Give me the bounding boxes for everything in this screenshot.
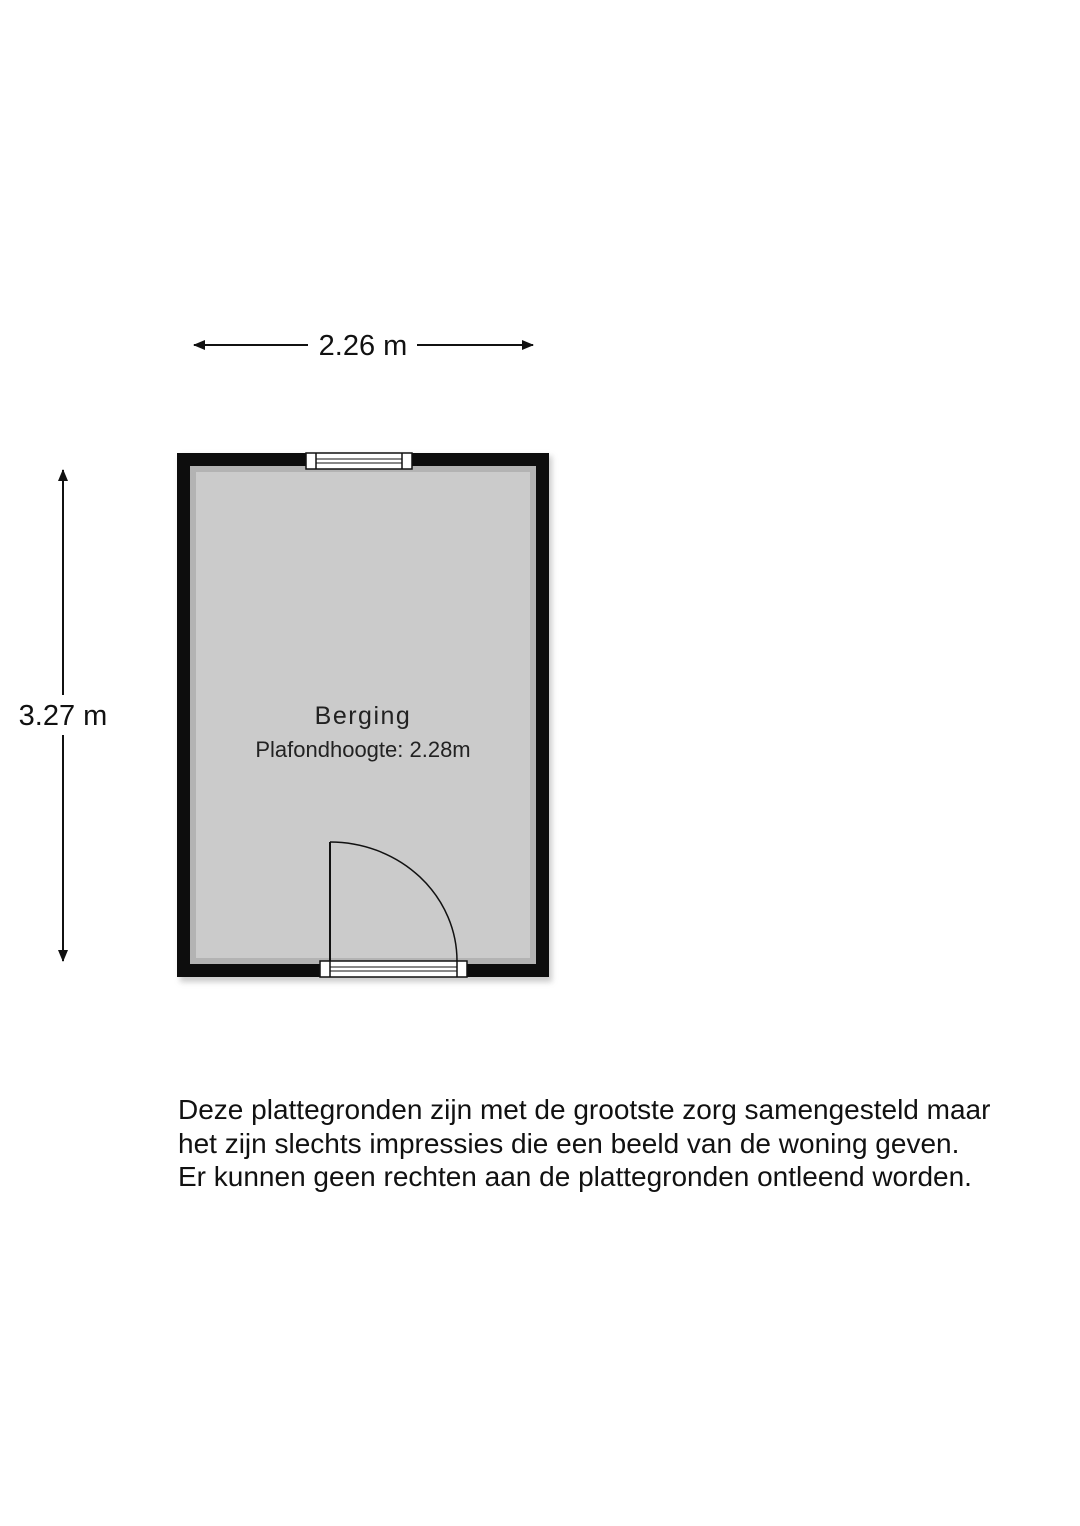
width-dimension-label: 2.26 m [318, 330, 408, 362]
room-name: Berging [314, 702, 412, 730]
disclaimer-line: Deze plattegronden zijn met de grootste zorg samengesteld maar [178, 1094, 991, 1125]
room-ceiling-height: Plafondhoogte: 2.28m [255, 737, 471, 762]
door-opening [320, 961, 467, 977]
disclaimer-line: Er kunnen geen rechten aan de plattegronden ontleend worden. [178, 1161, 972, 1192]
top-window [306, 453, 412, 469]
height-dimension [19, 470, 108, 961]
disclaimer-line: het zijn slechts impressies die een beeld van de woning geven. [178, 1127, 960, 1159]
disclaimer-text [178, 1093, 1068, 1194]
width-dimension [194, 330, 533, 362]
room-berging [177, 453, 552, 982]
height-dimension-label: 3.27 m [18, 700, 108, 732]
